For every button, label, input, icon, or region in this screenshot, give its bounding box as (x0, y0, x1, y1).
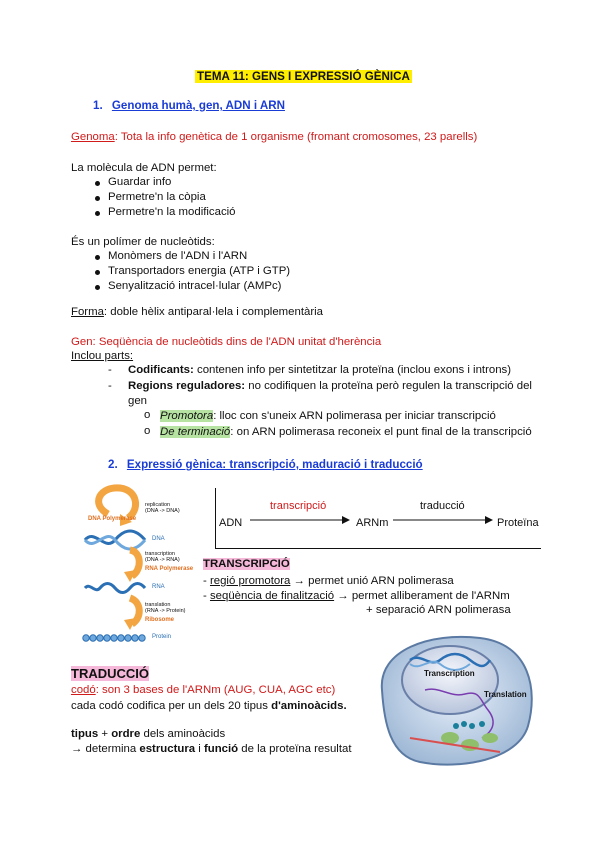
traduccio-line-3: tipus + ordre dels aminoàcids (71, 728, 226, 740)
rna-strand (85, 584, 145, 593)
replication-label: replication (DNA -> DNA) (145, 502, 180, 514)
traduccio-codo: codó: son 3 bases de l'ARNm (AUG, CUA, AGC etc) (71, 684, 336, 696)
cell-transcription-label: Transcription (424, 669, 475, 678)
flow-transcripcio: transcripció (270, 500, 327, 512)
bullet-icon (95, 211, 100, 216)
protein-chain (83, 635, 145, 641)
flow-traduccio: traducció (420, 500, 465, 512)
terminacio-item: De terminació: on ARN polimerasa reconeix el punt final de la transcripció (160, 426, 532, 438)
cell-translation-label: Translation (484, 690, 527, 699)
transcripcio-line-2: - seqüència de finalització → permet alliberament de l'ARNm (203, 590, 510, 602)
flow-proteina: Proteïna (497, 517, 539, 529)
bullet-icon (95, 285, 100, 290)
list-item: Senyalització intracel·lular (AMPc) (108, 280, 282, 292)
flow-arnm: ARNm (356, 517, 389, 529)
list-item: Guardar info (108, 176, 172, 188)
list-item: Permetre'n la modificació (108, 206, 236, 218)
list-item: Transportadors energia (ATP i GTP) (108, 265, 291, 277)
list-item: Permetre'n la còpia (108, 191, 206, 203)
section-1-heading: 1. Genoma humà, gen, ADN i ARN (93, 99, 285, 112)
page-title: TEMA 11: GENS I EXPRESSIÓ GÈNICA (197, 70, 410, 83)
polimer-intro: És un polímer de nucleòtids: (71, 236, 215, 248)
forma-definition: Forma: doble hèlix antiparal·lela i complementària (71, 306, 323, 318)
transcription-label: transcription (DNA -> RNA) (145, 551, 180, 563)
gen-definition: Gen: Seqüència de nucleòtids dins de l'ADN unitat d'herència (71, 336, 382, 348)
promotora-marker: o (144, 409, 151, 421)
traduccio-line-4: → determina estructura i funció de la proteïna resultat (71, 743, 352, 755)
dna-label: DNA (152, 536, 165, 542)
reguladores-item-cont: gen (128, 395, 148, 407)
reguladores-item: Regions reguladores: no codifiquen la proteïna però regulen la transcripció del (128, 380, 532, 392)
list-item: Monòmers de l'ADN i l'ARN (108, 250, 248, 262)
reguladores-dash: - (108, 380, 112, 392)
bullet-icon (95, 255, 100, 260)
transcripcio-heading: TRANSCRIPCIÓ (203, 558, 290, 570)
flow-adn: ADN (219, 517, 243, 529)
translation-label: translation (RNA -> Protein) (145, 602, 186, 614)
transcripcio-line-1: - regió promotora → permet unió ARN polimerasa (203, 575, 454, 587)
rna-label: RNA (152, 584, 165, 590)
bullet-icon (95, 270, 100, 275)
traduccio-line-2: cada codó codifica per un dels 20 tipus d'aminoàcids. (71, 700, 347, 712)
genoma-definition: Genoma: Tota la info genètica de 1 organisme (fromant cromosomes, 23 parells) (71, 131, 478, 143)
rna-polymerase-label: RNA Polymerase (145, 566, 194, 572)
promotora-item: Promotora: lloc con s'uneix ARN polimerasa per iniciar transcripció (160, 410, 496, 422)
flow-arrow-1 (250, 515, 350, 525)
cell-illustration (370, 630, 540, 770)
protein-label: Protein (152, 634, 172, 640)
section-2-heading: 2. Expressió gènica: transcripció, maduració i traducció (108, 458, 423, 471)
terminacio-marker: o (144, 425, 151, 437)
flow-arrow-2 (393, 515, 493, 525)
codificants-item: Codificants: contenen info per sintetitzar la proteïna (inclou exons i introns) (128, 364, 512, 376)
dna-polymerase-label: DNA Polymerase (88, 516, 137, 522)
replication-arrow (99, 488, 136, 518)
bullet-icon (95, 196, 100, 201)
ribosome-label: Ribosome (145, 617, 175, 623)
traduccio-heading: TRADUCCIÓ (71, 666, 149, 681)
adn-intro: La molècula de ADN permet: (71, 162, 217, 174)
bullet-icon (95, 181, 100, 186)
codificants-dash: - (108, 364, 112, 376)
transcripcio-line-3: + separació ARN polimerasa (366, 604, 511, 616)
inclou-parts: Inclou parts: (71, 350, 134, 362)
